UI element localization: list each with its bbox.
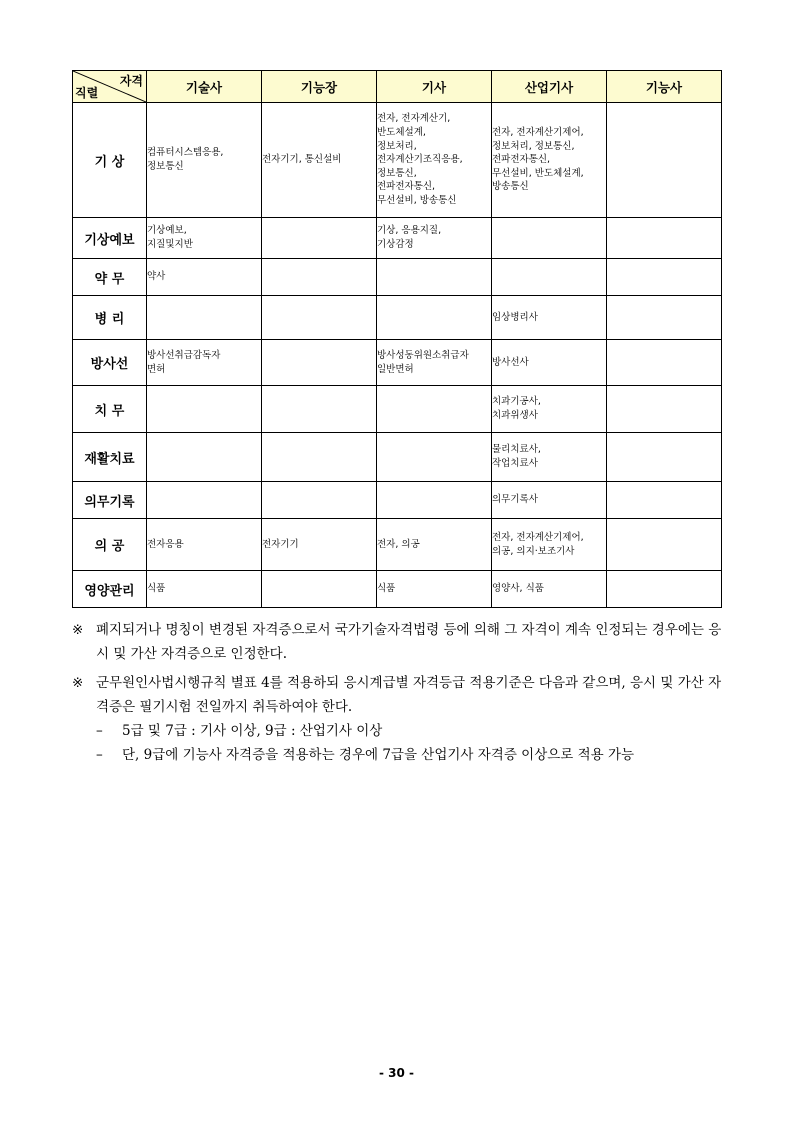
corner-label-series: 직렬: [75, 86, 99, 100]
table-cell: [607, 482, 722, 519]
reference-mark: ※: [72, 622, 84, 638]
table-cell: 컴퓨터시스템응용, 정보통신: [147, 103, 262, 218]
table-cell: 기상예보, 지질및지반: [147, 218, 262, 259]
row-header: 병 리: [73, 296, 147, 340]
table-cell: [262, 259, 377, 296]
table-cell: 치과기공사, 치과위생사: [492, 386, 607, 433]
table-cell: [147, 296, 262, 340]
row-header: 의 공: [73, 519, 147, 571]
table-cell: [607, 296, 722, 340]
note-subitem: [72, 743, 732, 767]
table-cell: [377, 433, 492, 482]
table-cell: 전자, 전자계산기제어, 정보처리, 정보통신, 전파전자통신, 무선설비, 반도체설계, 방송통신: [492, 103, 607, 218]
table-cell: [607, 218, 722, 259]
table-cell: 약사: [147, 259, 262, 296]
dash-mark: –: [96, 747, 103, 763]
table-cell: [262, 482, 377, 519]
table-row: [73, 571, 722, 608]
table-row: [73, 519, 722, 571]
reference-mark: ※: [72, 675, 84, 691]
table-cell: [147, 433, 262, 482]
note-subitem: [72, 719, 732, 743]
table-cell: [607, 386, 722, 433]
table-cell: 기상, 응용지질, 기상감정: [377, 218, 492, 259]
table-cell: 전자기기: [262, 519, 377, 571]
table-cell: 임상병리사: [492, 296, 607, 340]
table-row: [73, 482, 722, 519]
row-header: 기상예보: [73, 218, 147, 259]
table-cell: 전자응용: [147, 519, 262, 571]
table-cell: [607, 103, 722, 218]
row-header: 방사선: [73, 340, 147, 386]
table-cell: 영양사, 식품: [492, 571, 607, 608]
column-header: 기사: [377, 71, 492, 103]
table-cell: [607, 259, 722, 296]
table-cell: [492, 218, 607, 259]
table-cell: 식품: [377, 571, 492, 608]
table-cell: 물리치료사, 작업치료사: [492, 433, 607, 482]
table-row: [73, 103, 722, 218]
table-cell: [262, 571, 377, 608]
table-cell: 전자, 전자계산기제어, 의공, 의지·보조기사: [492, 519, 607, 571]
table-cell: [147, 386, 262, 433]
dash-mark: –: [96, 723, 103, 739]
table-row: [73, 259, 722, 296]
table-row: [73, 218, 722, 259]
table-row: [73, 340, 722, 386]
note-text: 군무원인사법시행규칙 별표 4를 적용하되 응시계급별 자격등급 적용기준은 다음과 같으며, 응시 및 가산 자격증은 필기시험 전일까지 취득하여야 한다.: [96, 675, 722, 715]
table-cell: [607, 571, 722, 608]
table-cell: [607, 433, 722, 482]
table-cell: 의무기록사: [492, 482, 607, 519]
row-header: 기 상: [73, 103, 147, 218]
table-cell: [262, 340, 377, 386]
table-cell: [377, 259, 492, 296]
row-header: 치 무: [73, 386, 147, 433]
table-row: [73, 433, 722, 482]
page-number: - 30 -: [378, 1066, 414, 1080]
corner-header-cell: [73, 71, 147, 103]
column-header: 산업기사: [492, 71, 607, 103]
certificate-table: [72, 70, 722, 608]
table-header-row: [73, 71, 722, 103]
table-cell: [262, 433, 377, 482]
table-cell: 전자, 의공: [377, 519, 492, 571]
table-cell: [262, 218, 377, 259]
row-header: 영양관리: [73, 571, 147, 608]
table-cell: 방사선사: [492, 340, 607, 386]
table-cell: 방사성동위원소취급자 일반면허: [377, 340, 492, 386]
column-header: 기능장: [262, 71, 377, 103]
row-header: 약 무: [73, 259, 147, 296]
subitem-text: 단, 9급에 기능사 자격증을 적용하는 경우에 7급을 산업기사 자격증 이상으로 적용 가능: [122, 747, 635, 763]
notes-section: [72, 618, 732, 767]
note-item: [72, 618, 732, 666]
table-cell: 식품: [147, 571, 262, 608]
column-header: 기능사: [607, 71, 722, 103]
note-item: [72, 671, 732, 719]
corner-label-qualification: 자격: [119, 74, 143, 88]
subitem-text: 5급 및 7급 : 기사 이상, 9급 : 산업기사 이상: [122, 723, 383, 739]
table-cell: [607, 519, 722, 571]
table-row: [73, 386, 722, 433]
note-text: 폐지되거나 명칭이 변경된 자격증으로서 국가기술자격법령 등에 의해 그 자격이 계속 인정되는 경우에는 응시 및 가산 자격증으로 인정한다.: [96, 622, 722, 662]
table-cell: [607, 340, 722, 386]
table-cell: 전자, 전자계산기, 반도체설계, 정보처리, 전자계산기조직응용, 정보통신, 전파전자통신, 무선설비, 방송통신: [377, 103, 492, 218]
table-cell: [492, 259, 607, 296]
table-cell: [377, 296, 492, 340]
table-cell: 전자기기, 통신설비: [262, 103, 377, 218]
column-header: 기술사: [147, 71, 262, 103]
table-cell: [262, 296, 377, 340]
row-header: 재활치료: [73, 433, 147, 482]
row-header: 의무기록: [73, 482, 147, 519]
table-cell: [262, 386, 377, 433]
table-cell: [377, 482, 492, 519]
table-row: [73, 296, 722, 340]
table-cell: [377, 386, 492, 433]
table-cell: [147, 482, 262, 519]
table-cell: 방사선취급감독자 면허: [147, 340, 262, 386]
